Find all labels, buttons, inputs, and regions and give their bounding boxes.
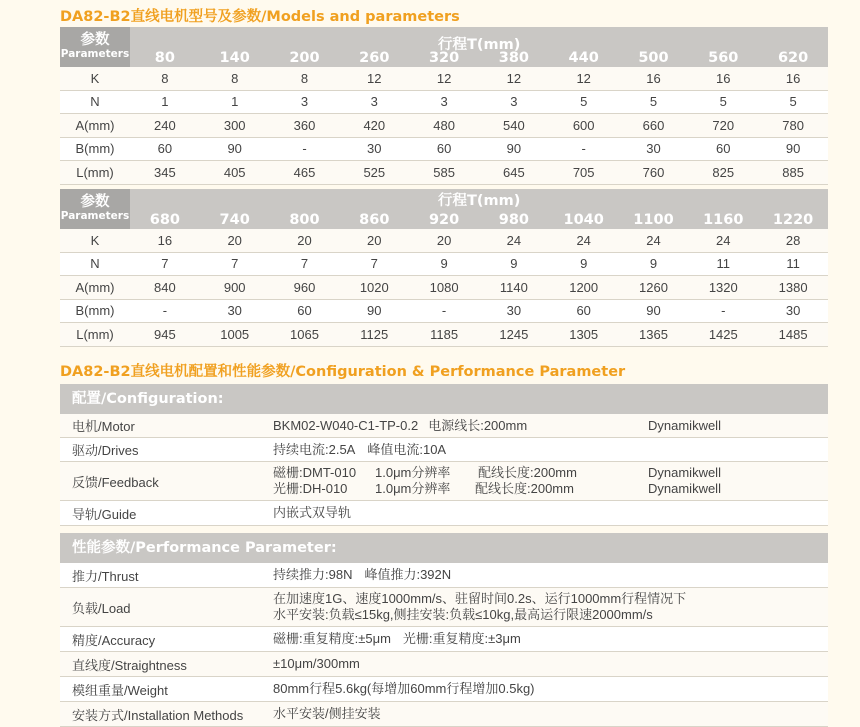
row-label: K (60, 67, 130, 90)
table-cell: 9 (549, 252, 619, 276)
table-cell: 1320 (688, 276, 758, 300)
table-cell: 12 (339, 67, 409, 90)
table-cell: - (130, 299, 200, 323)
table-cell: 780 (758, 114, 828, 138)
table-cell: - (270, 137, 340, 161)
row-label: A(mm) (60, 114, 130, 138)
config-row-feedback (60, 462, 828, 501)
table-cell: 240 (130, 114, 200, 138)
table-cell: 5 (758, 90, 828, 114)
table-row (60, 252, 828, 276)
row-value: 水平安装/侧挂安装 (273, 706, 381, 721)
table-cell: 3 (270, 90, 340, 114)
table-cell: 16 (688, 67, 758, 90)
stroke-title-1: 行程T(mm) (438, 37, 521, 53)
table-cell: 1080 (409, 276, 479, 300)
table-cell: 5 (619, 90, 689, 114)
config-section-title: DA82-B2直线电机配置和性能参数/Configuration & Performance Parameter (60, 364, 626, 380)
config-row-guide (60, 501, 828, 526)
table-cell: 60 (270, 299, 340, 323)
table-row (60, 276, 828, 300)
row-label: 精度/Accuracy (72, 632, 156, 648)
table-cell: 1 (130, 90, 200, 114)
table-cell: 90 (619, 299, 689, 323)
mag-cable: 配线长度:200mm (478, 465, 577, 480)
stroke-cell: 200 (289, 50, 320, 66)
table-cell: 1185 (409, 323, 479, 347)
table-cell: 8 (130, 67, 200, 90)
row-label: 推力/Thrust (72, 568, 139, 584)
table-cell: 5 (688, 90, 758, 114)
table-row (60, 299, 828, 323)
models-section-title: DA82-B2直线电机型号及参数/Models and parameters (60, 9, 460, 25)
table-cell: 825 (688, 161, 758, 185)
row-label: A(mm) (60, 276, 130, 300)
table-cell: 7 (130, 252, 200, 276)
table-cell: 945 (130, 323, 200, 347)
table-cell: 540 (479, 114, 549, 138)
table-cell: 720 (688, 114, 758, 138)
brand-text: Dynamikwell (648, 481, 721, 496)
table-cell: 24 (479, 229, 549, 252)
param-header-zh: 参数 (80, 193, 110, 210)
brand-text: Dynamikwell (648, 465, 721, 480)
table-cell: 90 (758, 137, 828, 161)
stroke-cell: 80 (154, 50, 175, 66)
table-cell: 24 (549, 229, 619, 252)
stroke-title-2: 行程T(mm) (438, 193, 521, 209)
row-label: B(mm) (60, 299, 130, 323)
drive-peak-current: 峰值电流:10A (367, 441, 447, 457)
table-cell: 900 (200, 276, 270, 300)
table-cell: 1245 (479, 323, 549, 347)
row-label: L(mm) (60, 161, 130, 185)
stroke-cell: 1100 (633, 212, 674, 228)
table-cell: 1200 (549, 276, 619, 300)
param-header-cell (60, 27, 130, 67)
table-cell: 3 (339, 90, 409, 114)
row-label: 电机/Motor (72, 419, 135, 434)
opt-cable: 配线长度:200mm (475, 481, 574, 496)
table-cell: 1305 (549, 323, 619, 347)
param-header-zh: 参数 (80, 31, 110, 48)
row-label: 负载/Load (72, 600, 131, 616)
table-cell: 7 (270, 252, 340, 276)
table-cell: 12 (409, 67, 479, 90)
row-value: 内嵌式双导轨 (273, 505, 352, 520)
table-cell: 345 (130, 161, 200, 185)
table-cell: 90 (479, 137, 549, 161)
table-cell: 1380 (758, 276, 828, 300)
stroke-cell: 680 (149, 212, 181, 228)
table-cell: 24 (619, 229, 689, 252)
row-value (273, 462, 577, 500)
table-cell: 16 (130, 229, 200, 252)
table-cell: 9 (479, 252, 549, 276)
opt-encoder: 光栅:DH-010 (273, 481, 348, 496)
row-label: K (60, 229, 130, 252)
table-cell: 360 (270, 114, 340, 138)
table-cell: 760 (619, 161, 689, 185)
configuration-header: 配置/Configuration: (60, 384, 828, 414)
table-cell: 60 (130, 137, 200, 161)
table-row (60, 90, 828, 114)
thrust-cont: 持续推力:98N (273, 567, 353, 582)
stroke-cell: 260 (359, 50, 390, 66)
table-cell: 16 (619, 67, 689, 90)
table-cell: 9 (409, 252, 479, 276)
table-row (60, 114, 828, 138)
table-cell: 1485 (758, 323, 828, 347)
table-cell: 480 (409, 114, 479, 138)
parameters-table-2 (60, 189, 828, 347)
table-row (60, 137, 828, 161)
row-label: 直线度/Straightness (72, 657, 187, 673)
config-row-drives (60, 438, 828, 462)
table-cell: 7 (339, 252, 409, 276)
perf-row-straightness (60, 652, 828, 677)
table-cell: 30 (479, 299, 549, 323)
table-cell: 840 (130, 276, 200, 300)
row-value (273, 438, 446, 461)
table-cell: 645 (479, 161, 549, 185)
table-cell: 300 (200, 114, 270, 138)
table-cell: 20 (409, 229, 479, 252)
table-row (60, 323, 828, 347)
table-cell: 1425 (688, 323, 758, 347)
table-cell: 60 (409, 137, 479, 161)
mag-resolution: 1.0μm分辨率 (375, 465, 451, 480)
drive-cont-current: 持续电流:2.5A (273, 441, 356, 457)
mag-encoder: 磁栅:DMT-010 (273, 465, 357, 480)
table-cell: 20 (200, 229, 270, 252)
table-cell: 3 (479, 90, 549, 114)
table-cell: 1365 (619, 323, 689, 347)
stroke-cell: 140 (219, 50, 250, 66)
row-label: L(mm) (60, 323, 130, 347)
table-cell: 9 (619, 252, 689, 276)
row-label: N (60, 90, 130, 114)
brand-text (648, 462, 721, 500)
configuration-panel (60, 384, 828, 727)
param-header-en: Parameters (60, 209, 130, 222)
table-cell: 3 (409, 90, 479, 114)
table-cell: 1005 (200, 323, 270, 347)
table-cell: 60 (688, 137, 758, 161)
table-cell: 8 (200, 67, 270, 90)
table-cell: 20 (270, 229, 340, 252)
table-cell: 16 (758, 67, 828, 90)
table-cell: 5 (549, 90, 619, 114)
row-label: 模组重量/Weight (72, 682, 168, 698)
param-header-cell (60, 189, 130, 229)
table-cell: 1125 (339, 323, 409, 347)
row-value (273, 588, 686, 626)
stroke-cell: 500 (638, 50, 669, 66)
accuracy-mag: 磁栅:重复精度:±5μm (273, 631, 391, 646)
table-cell: 11 (688, 252, 758, 276)
opt-resolution: 1.0μm分辨率 (375, 481, 451, 496)
table-cell: 60 (549, 299, 619, 323)
table-cell: 12 (479, 67, 549, 90)
table-cell: 30 (200, 299, 270, 323)
perf-row-thrust (60, 563, 828, 588)
table-cell: 11 (758, 252, 828, 276)
row-label: N (60, 252, 130, 276)
stroke-cell: 740 (219, 212, 250, 228)
table-cell: 28 (758, 229, 828, 252)
brand-text: Dynamikwell (648, 417, 721, 433)
stroke-cell: 920 (428, 212, 460, 228)
table-cell: 525 (339, 161, 409, 185)
table-cell: 90 (200, 137, 270, 161)
table-cell: 30 (619, 137, 689, 161)
row-label: 安装方式/Installation Methods (72, 707, 244, 723)
table-row (60, 229, 828, 252)
perf-row-load (60, 588, 828, 627)
perf-row-weight (60, 677, 828, 702)
table-cell: 8 (270, 67, 340, 90)
table-cell: 405 (200, 161, 270, 185)
table-cell: 1065 (270, 323, 340, 347)
row-label: B(mm) (60, 137, 130, 161)
table-cell: 660 (619, 114, 689, 138)
row-label: 驱动/Drives (72, 443, 139, 458)
table-cell: 585 (409, 161, 479, 185)
row-value: 80mm行程5.6kg(每增加60mm行程增加0.5kg) (273, 681, 535, 696)
motor-cable: 电源线长:200mm (428, 417, 528, 433)
perf-row-install (60, 702, 828, 727)
table-row (60, 67, 828, 90)
table-cell: 885 (758, 161, 828, 185)
stroke-cell: 980 (498, 212, 530, 228)
table-cell: 420 (339, 114, 409, 138)
stroke-cell: 1220 (772, 212, 814, 228)
row-value: ±10μm/300mm (273, 656, 360, 671)
performance-header: 性能参数/Performance Parameter: (60, 533, 828, 563)
table-cell: 30 (339, 137, 409, 161)
table-cell: 20 (339, 229, 409, 252)
table-cell: 1140 (479, 276, 549, 300)
load-line-2: 水平安装:负载≤15kg,侧挂安装:负载≤10kg,最高运行限速2000mm/s (273, 607, 653, 622)
row-value (273, 563, 451, 587)
table-cell: 600 (549, 114, 619, 138)
row-value (273, 414, 527, 437)
motor-model: BKM02-W040-C1-TP-0.2 (273, 417, 419, 433)
table-cell: - (409, 299, 479, 323)
table-cell: 1260 (619, 276, 689, 300)
row-label: 反馈/Feedback (72, 474, 159, 490)
stroke-cell: 440 (568, 50, 599, 66)
stroke-cell: 560 (708, 50, 739, 66)
stroke-cell: 320 (428, 50, 460, 66)
stroke-cell: 800 (289, 212, 320, 228)
config-row-motor (60, 414, 828, 438)
load-line-1: 在加速度1G、速度1000mm/s、驻留时间0.2s、运行1000mm行程情况下 (273, 591, 687, 606)
table-cell: 30 (758, 299, 828, 323)
table-cell: 12 (549, 67, 619, 90)
accuracy-opt: 光栅:重复精度:±3μm (402, 631, 521, 646)
stroke-cell: 860 (359, 212, 390, 228)
row-label: 导轨/Guide (72, 506, 137, 522)
table-cell: 465 (270, 161, 340, 185)
table-cell: 960 (270, 276, 340, 300)
table-cell: 24 (688, 229, 758, 252)
table-cell: 1 (200, 90, 270, 114)
row-value (273, 627, 521, 651)
table-cell: 7 (200, 252, 270, 276)
table-row (60, 161, 828, 185)
table-cell: 1020 (339, 276, 409, 300)
table-cell: - (688, 299, 758, 323)
param-header-en: Parameters (60, 47, 130, 60)
stroke-cell: 620 (777, 50, 809, 66)
table-cell: 705 (549, 161, 619, 185)
table-cell: - (549, 137, 619, 161)
stroke-cell: 1040 (563, 212, 604, 228)
thrust-peak: 峰值推力:392N (364, 567, 452, 582)
perf-row-accuracy (60, 627, 828, 652)
stroke-cell: 1160 (703, 212, 744, 228)
stroke-cell: 380 (498, 50, 530, 66)
table-cell: 90 (339, 299, 409, 323)
